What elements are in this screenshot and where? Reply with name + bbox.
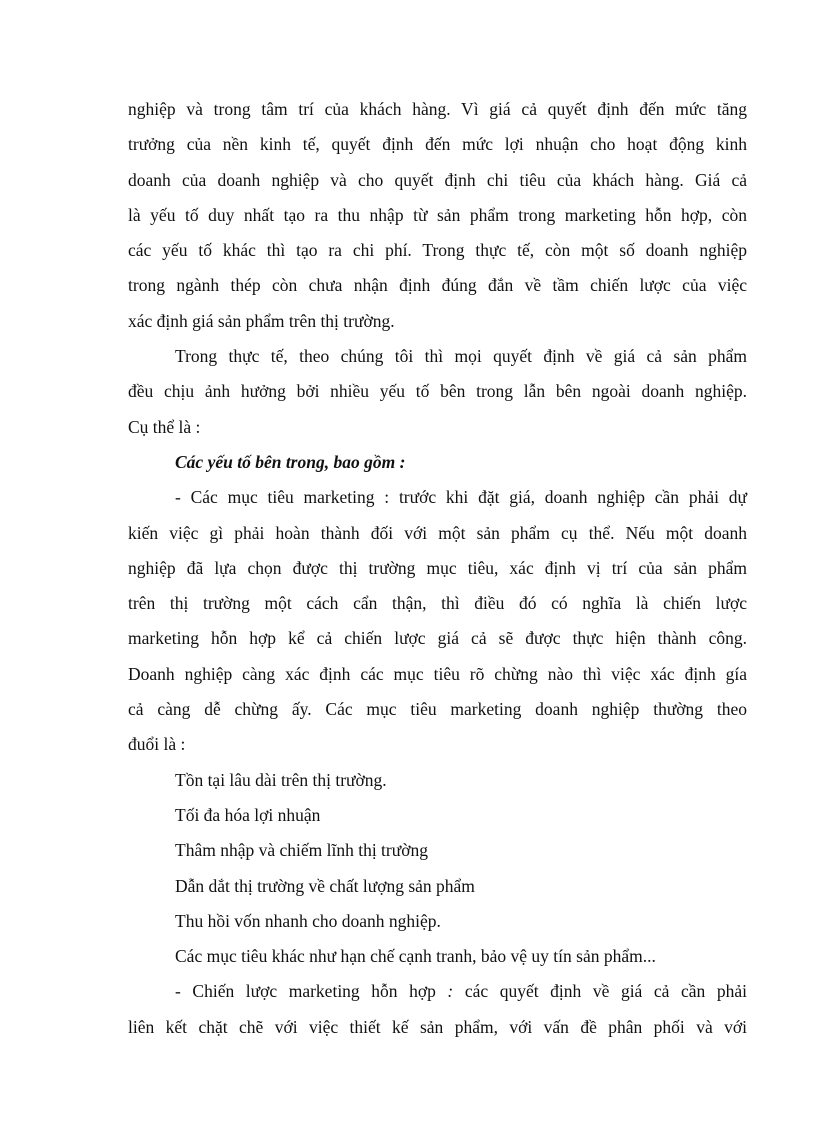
text-line: xác định giá sản phẩm trên thị trường.	[128, 310, 395, 331]
text-run: - Chiến lược marketing hỗn hợp	[175, 981, 436, 1002]
text-run: các quyết định về giá cả cần phải	[453, 981, 748, 1002]
text-line: doanh của doanh nghiệp và cho quyết định chi tiêu của khách hàng. Giá cả	[128, 169, 747, 190]
text-line: - Các mục tiêu marketing : trước khi đặt giá, doanh nghiệp cần phải dự	[175, 487, 747, 508]
text-line: Doanh nghiệp càng xác định các mục tiêu rõ chừng nào thì việc xác định gía	[128, 663, 747, 684]
text-line: nghiệp và trong tâm trí của khách hàng. Vì giá cả quyết định đến mức tăng	[128, 99, 747, 119]
text-line: là yếu tố duy nhất tạo ra thu nhập từ sản phẩm trong marketing hỗn hợp, còn	[128, 204, 747, 225]
text-line: cả càng dễ chừng ấy. Các mục tiêu marketing doanh nghiệp thường theo	[128, 699, 747, 720]
text-line: trên thị trường một cách cẩn thận, thì điều đó có nghĩa là chiến lược	[128, 593, 747, 614]
list-item: Các mục tiêu khác như hạn chế cạnh tranh, bảo vệ uy tín sản phẩm...	[175, 946, 656, 967]
text-line: đều chịu ảnh hưởng bởi nhiều yếu tố bên trong lẫn bên ngoài doanh nghiệp.	[128, 381, 747, 402]
text-line: trưởng của nền kinh tế, quyết định đến mức lợi nhuận cho hoạt động kinh	[128, 134, 747, 155]
section-heading: Các yếu tố bên trong, bao gồm :	[175, 451, 406, 472]
text-line: đuổi là :	[128, 734, 186, 755]
list-item: Tối đa hóa lợi nhuận	[175, 804, 321, 825]
list-item: Dẫn dắt thị trường về chất lượng sản phẩm	[175, 875, 475, 896]
text-line: Cụ thể là :	[128, 416, 201, 437]
text-line: marketing hỗn hợp kể cả chiến lược giá cả sẽ được thực hiện thành công.	[128, 628, 747, 649]
text-line: nghiệp đã lựa chọn được thị trường mục tiêu, xác định vị trí của sản phẩm	[128, 557, 747, 578]
italic-colon: :	[435, 981, 454, 1002]
text-line	[128, 974, 747, 1009]
text-line: trong ngành thép còn chưa nhận định đúng đắn về tầm chiến lược của việc	[128, 275, 747, 296]
text-line: kiến việc gì phải hoàn thành đối với một sản phẩm cụ thể. Nếu một doanh	[128, 522, 747, 543]
list-item: Tồn tại lâu dài trên thị trường.	[175, 769, 387, 790]
text-line: liên kết chặt chẽ với việc thiết kế sản phẩm, với vấn đề phân phối và với	[128, 1016, 747, 1037]
document-page	[128, 92, 747, 1045]
list-item: Thu hồi vốn nhanh cho doanh nghiệp.	[175, 910, 441, 931]
list-item: Thâm nhập và chiếm lĩnh thị trường	[175, 840, 428, 861]
text-line: Trong thực tế, theo chúng tôi thì mọi quyết định về giá cả sản phẩm	[175, 346, 747, 367]
text-line: các yếu tố khác thì tạo ra chi phí. Trong thực tế, còn một số doanh nghiệp	[128, 240, 747, 261]
